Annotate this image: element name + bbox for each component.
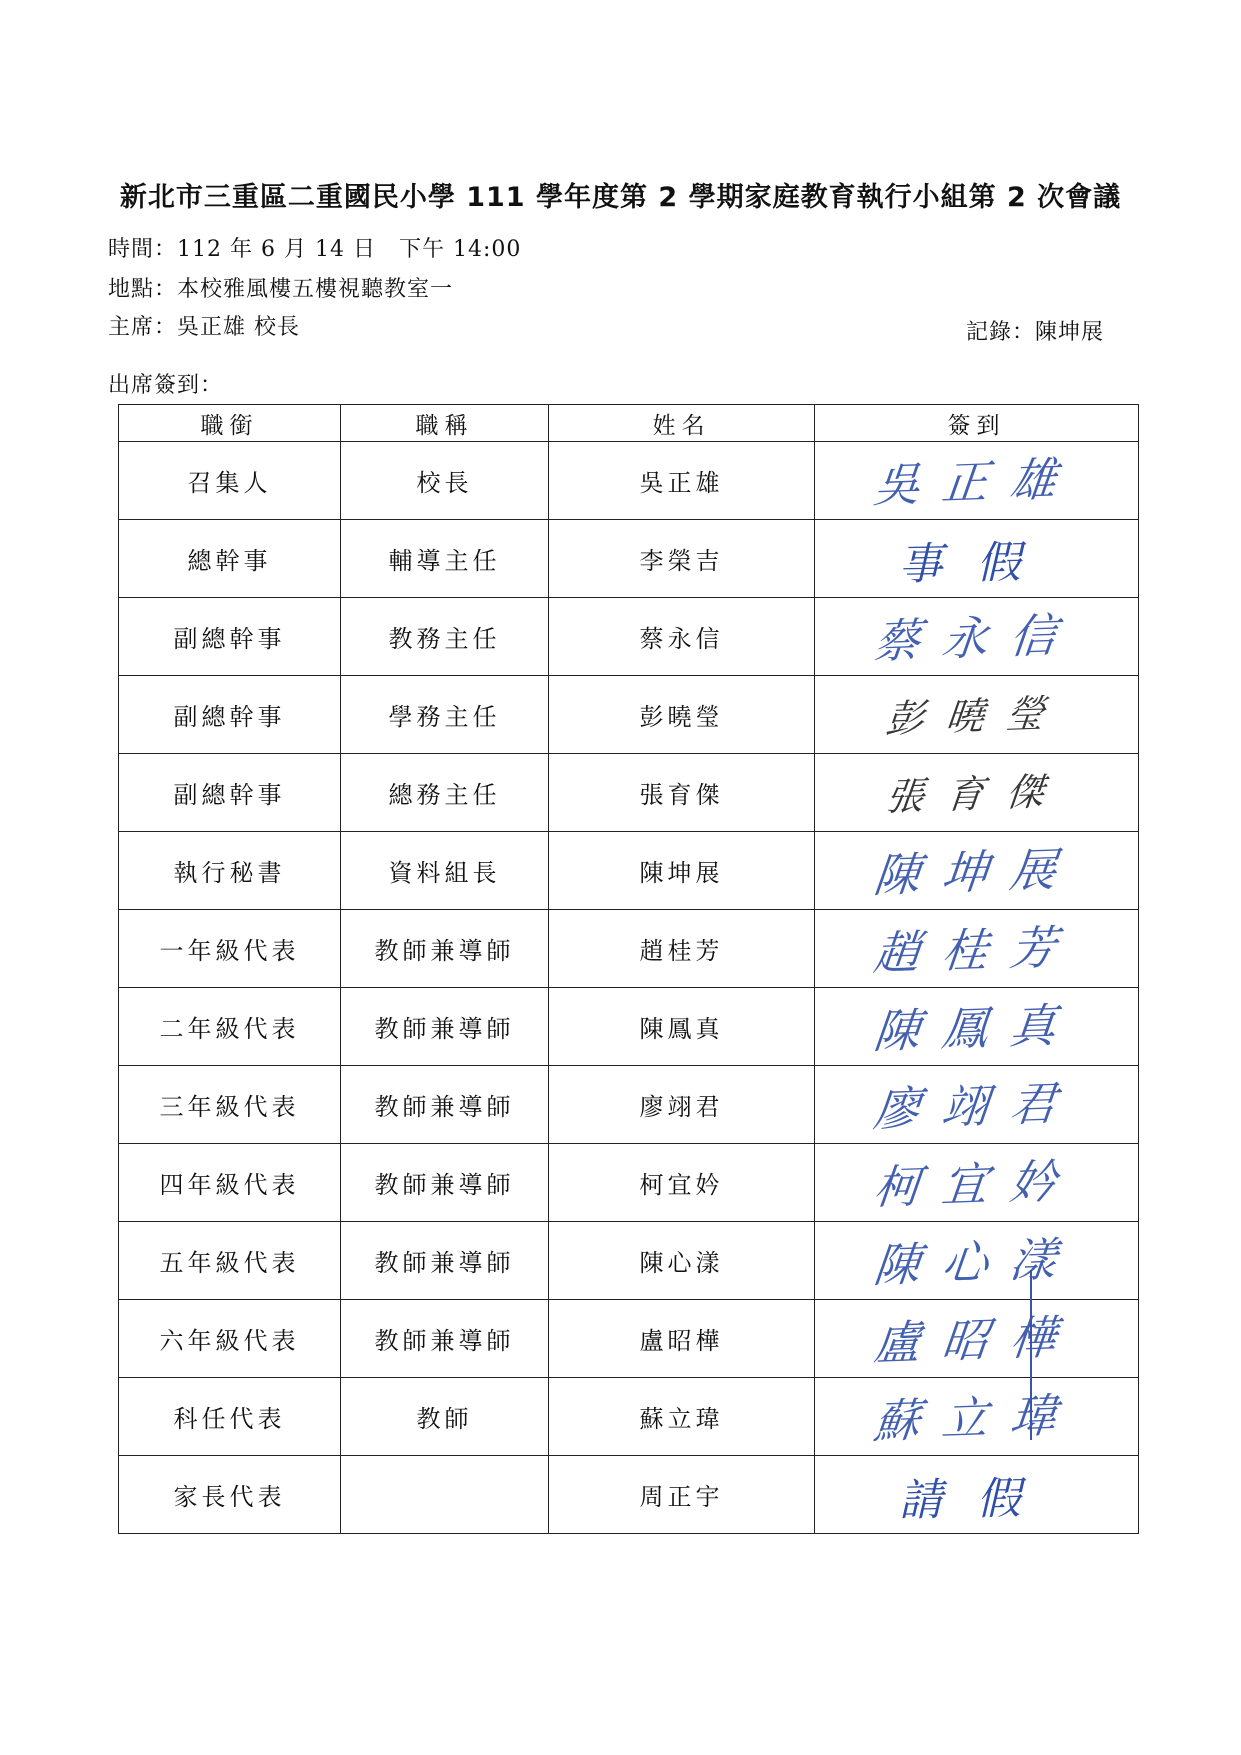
signature-cell xyxy=(815,1300,1139,1378)
table-row xyxy=(119,1378,1139,1456)
signature: 蘇立瑋 xyxy=(871,1386,1081,1449)
row-title: 教師兼導師 xyxy=(341,1222,549,1300)
row-name: 陳鳳真 xyxy=(549,988,815,1066)
signature: 陳鳳真 xyxy=(871,996,1081,1059)
signature: 張育傑 xyxy=(883,768,1069,820)
signature: 柯宜妗 xyxy=(871,1152,1081,1215)
time-value: 112 年 6 月 14 日 下午 14:00 xyxy=(177,237,522,262)
signature-cell xyxy=(815,442,1139,520)
table-header-row xyxy=(119,405,1139,442)
table-row xyxy=(119,442,1139,520)
table-row xyxy=(119,910,1139,988)
header-name: 姓名 xyxy=(549,405,815,442)
meeting-chair xyxy=(108,310,300,341)
row-role: 總幹事 xyxy=(119,520,341,598)
attendance-label: 出席簽到： xyxy=(108,373,224,398)
pen-stroke xyxy=(1030,1270,1032,1440)
table-row xyxy=(119,988,1139,1066)
header-title: 職稱 xyxy=(341,405,549,442)
row-name: 張育傑 xyxy=(549,754,815,832)
signature-cell xyxy=(815,676,1139,754)
row-name: 彭曉瑩 xyxy=(549,676,815,754)
row-title: 教務主任 xyxy=(341,598,549,676)
row-name: 周正宇 xyxy=(549,1456,815,1534)
table-row xyxy=(119,1300,1139,1378)
row-title: 教師兼導師 xyxy=(341,988,549,1066)
row-name: 柯宜妗 xyxy=(549,1144,815,1222)
chair-label: 主席： xyxy=(108,315,178,340)
row-title: 教師兼導師 xyxy=(341,910,549,988)
signature-cell xyxy=(815,1222,1139,1300)
table-row xyxy=(119,1066,1139,1144)
row-title: 總務主任 xyxy=(341,754,549,832)
row-role: 二年級代表 xyxy=(119,988,341,1066)
row-role: 一年級代表 xyxy=(119,910,341,988)
signature-cell xyxy=(815,520,1139,598)
chair-value: 吳正雄 校長 xyxy=(177,315,301,340)
signature: 陳心漾 xyxy=(871,1230,1081,1293)
row-role: 四年級代表 xyxy=(119,1144,341,1222)
meeting-place xyxy=(108,272,453,303)
row-name: 陳心漾 xyxy=(549,1222,815,1300)
row-role: 五年級代表 xyxy=(119,1222,341,1300)
signature-cell xyxy=(815,910,1139,988)
signature-cell xyxy=(815,1144,1139,1222)
signature: 蔡永信 xyxy=(871,606,1081,669)
signature: 廖翊君 xyxy=(871,1074,1081,1137)
row-name: 吳正雄 xyxy=(549,442,815,520)
table-row xyxy=(119,754,1139,832)
time-label: 時間： xyxy=(108,237,178,262)
table-row xyxy=(119,676,1139,754)
table-row xyxy=(119,832,1139,910)
table-row xyxy=(119,520,1139,598)
row-name: 陳坤展 xyxy=(549,832,815,910)
row-name: 蘇立瑋 xyxy=(549,1378,815,1456)
row-role: 六年級代表 xyxy=(119,1300,341,1378)
place-label: 地點： xyxy=(108,277,178,302)
row-name: 廖翊君 xyxy=(549,1066,815,1144)
table-row xyxy=(119,1456,1139,1534)
row-role: 執行秘書 xyxy=(119,832,341,910)
row-title: 輔導主任 xyxy=(341,520,549,598)
row-role: 科任代表 xyxy=(119,1378,341,1456)
row-role: 召集人 xyxy=(119,442,341,520)
row-name: 李榮吉 xyxy=(549,520,815,598)
row-title: 教師 xyxy=(341,1378,549,1456)
signature: 吳正雄 xyxy=(871,450,1081,513)
table-row xyxy=(119,1222,1139,1300)
header-sign: 簽到 xyxy=(815,405,1139,442)
signature-cell xyxy=(815,1378,1139,1456)
row-title: 校長 xyxy=(341,442,549,520)
table-row xyxy=(119,598,1139,676)
header-role: 職銜 xyxy=(119,405,341,442)
signature: 盧昭樺 xyxy=(871,1308,1081,1371)
row-title: 學務主任 xyxy=(341,676,549,754)
signature: 趙桂芳 xyxy=(871,918,1081,981)
signature: 事假 xyxy=(898,536,1056,590)
table-row xyxy=(119,1144,1139,1222)
signature-cell xyxy=(815,988,1139,1066)
row-title: 教師兼導師 xyxy=(341,1300,549,1378)
row-title: 資料組長 xyxy=(341,832,549,910)
signature-cell xyxy=(815,1066,1139,1144)
row-role: 家長代表 xyxy=(119,1456,341,1534)
row-title xyxy=(341,1456,549,1534)
row-name: 趙桂芳 xyxy=(549,910,815,988)
signature: 彭曉瑩 xyxy=(883,690,1069,742)
recorder: 記錄：陳坤展 xyxy=(965,320,1104,345)
signature: 請假 xyxy=(898,1472,1056,1526)
row-title: 教師兼導師 xyxy=(341,1066,549,1144)
row-role: 副總幹事 xyxy=(119,754,341,832)
row-name: 盧昭樺 xyxy=(549,1300,815,1378)
signature-cell xyxy=(815,598,1139,676)
place-value: 本校雅風樓五樓視聽教室一 xyxy=(177,277,454,302)
signature-cell xyxy=(815,754,1139,832)
attendance-table xyxy=(118,404,1139,1534)
row-role: 副總幹事 xyxy=(119,676,341,754)
row-role: 三年級代表 xyxy=(119,1066,341,1144)
row-title: 教師兼導師 xyxy=(341,1144,549,1222)
document-title: 新北市三重區二重國民小學 111 學年度第 2 學期家庭教育執行小組第 2 次會議 xyxy=(119,182,1122,213)
row-name: 蔡永信 xyxy=(549,598,815,676)
row-role: 副總幹事 xyxy=(119,598,341,676)
signature-cell xyxy=(815,832,1139,910)
signature: 陳坤展 xyxy=(871,840,1081,903)
signature-cell xyxy=(815,1456,1139,1534)
meeting-time xyxy=(108,232,521,263)
